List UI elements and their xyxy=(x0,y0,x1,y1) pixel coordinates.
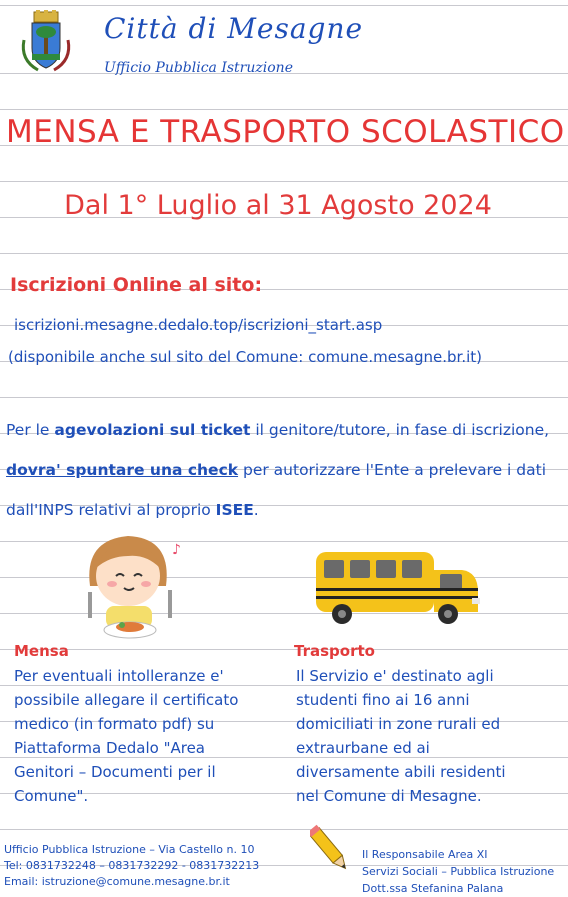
para-text-1: Per le xyxy=(6,421,55,439)
page-title: MENSA E TRASPORTO SCOLASTICO xyxy=(6,114,565,150)
city-title: Città di Mesagne xyxy=(104,12,364,45)
ticket-discount-paragraph xyxy=(6,410,554,530)
mensa-heading: Mensa xyxy=(14,642,69,660)
para-text-2: il genitore/tutore, in fase di iscrizione, xyxy=(250,421,550,439)
trasporto-text: Il Servizio e' destinato agli studenti fino ai 16 anni domiciliati in zone rurali ed extraurbane ed ai diversamente abili residenti nel Comune di Mesagne. xyxy=(296,667,506,805)
city-crest-icon xyxy=(18,10,74,74)
date-range: Dal 1° Luglio al 31 Agosto 2024 xyxy=(64,190,492,221)
para-bold-ticket: agevolazioni sul ticket xyxy=(54,421,251,439)
mensa-text: Per eventuali intolleranze e' possibile allegare il certificato medico (in formato pdf) su Piattaforma Dedalo "Area Genitori – Documenti per il Comune". xyxy=(14,667,239,805)
svg-text:♪: ♪ xyxy=(172,542,181,558)
footer-phone: Tel: 0831732248 – 0831732292 - 0831732213 xyxy=(4,859,260,872)
trasporto-heading: Trasporto xyxy=(294,642,375,660)
footer-address: Ufficio Pubblica Istruzione – Via Castello n. 10 xyxy=(4,843,255,856)
para-bold-isee: ISEE xyxy=(215,501,254,519)
girl-eating-illustration xyxy=(76,528,186,640)
registration-url[interactable]: iscrizioni.mesagne.dedalo.top/iscrizioni_start.asp xyxy=(14,316,383,334)
para-underline-check: dovra' spuntare una check xyxy=(6,461,239,479)
school-bus-illustration xyxy=(312,548,484,630)
footer-signature xyxy=(362,846,562,897)
signature-department: Servizi Sociali – Pubblica Istruzione xyxy=(362,865,555,878)
footer-email[interactable]: Email: istruzione@comune.mesagne.br.it xyxy=(4,875,230,888)
para-text-3: per autorizzare l'Ente a prelevare i dati dall'INPS relativi al proprio xyxy=(6,461,547,519)
registration-heading: Iscrizioni Online al sito: xyxy=(10,274,263,296)
signature-name: Dott.ssa Stefanina Palana xyxy=(362,882,504,895)
para-text-4: . xyxy=(253,501,259,519)
signature-role: Il Responsabile Area XI xyxy=(362,848,488,861)
office-subtitle: Ufficio Pubblica Istruzione xyxy=(104,60,293,76)
footer-contacts xyxy=(4,842,304,890)
registration-alt-site: (disponibile anche sul sito del Comune: comune.mesagne.br.it) xyxy=(8,348,483,366)
pencil-icon xyxy=(310,822,350,878)
